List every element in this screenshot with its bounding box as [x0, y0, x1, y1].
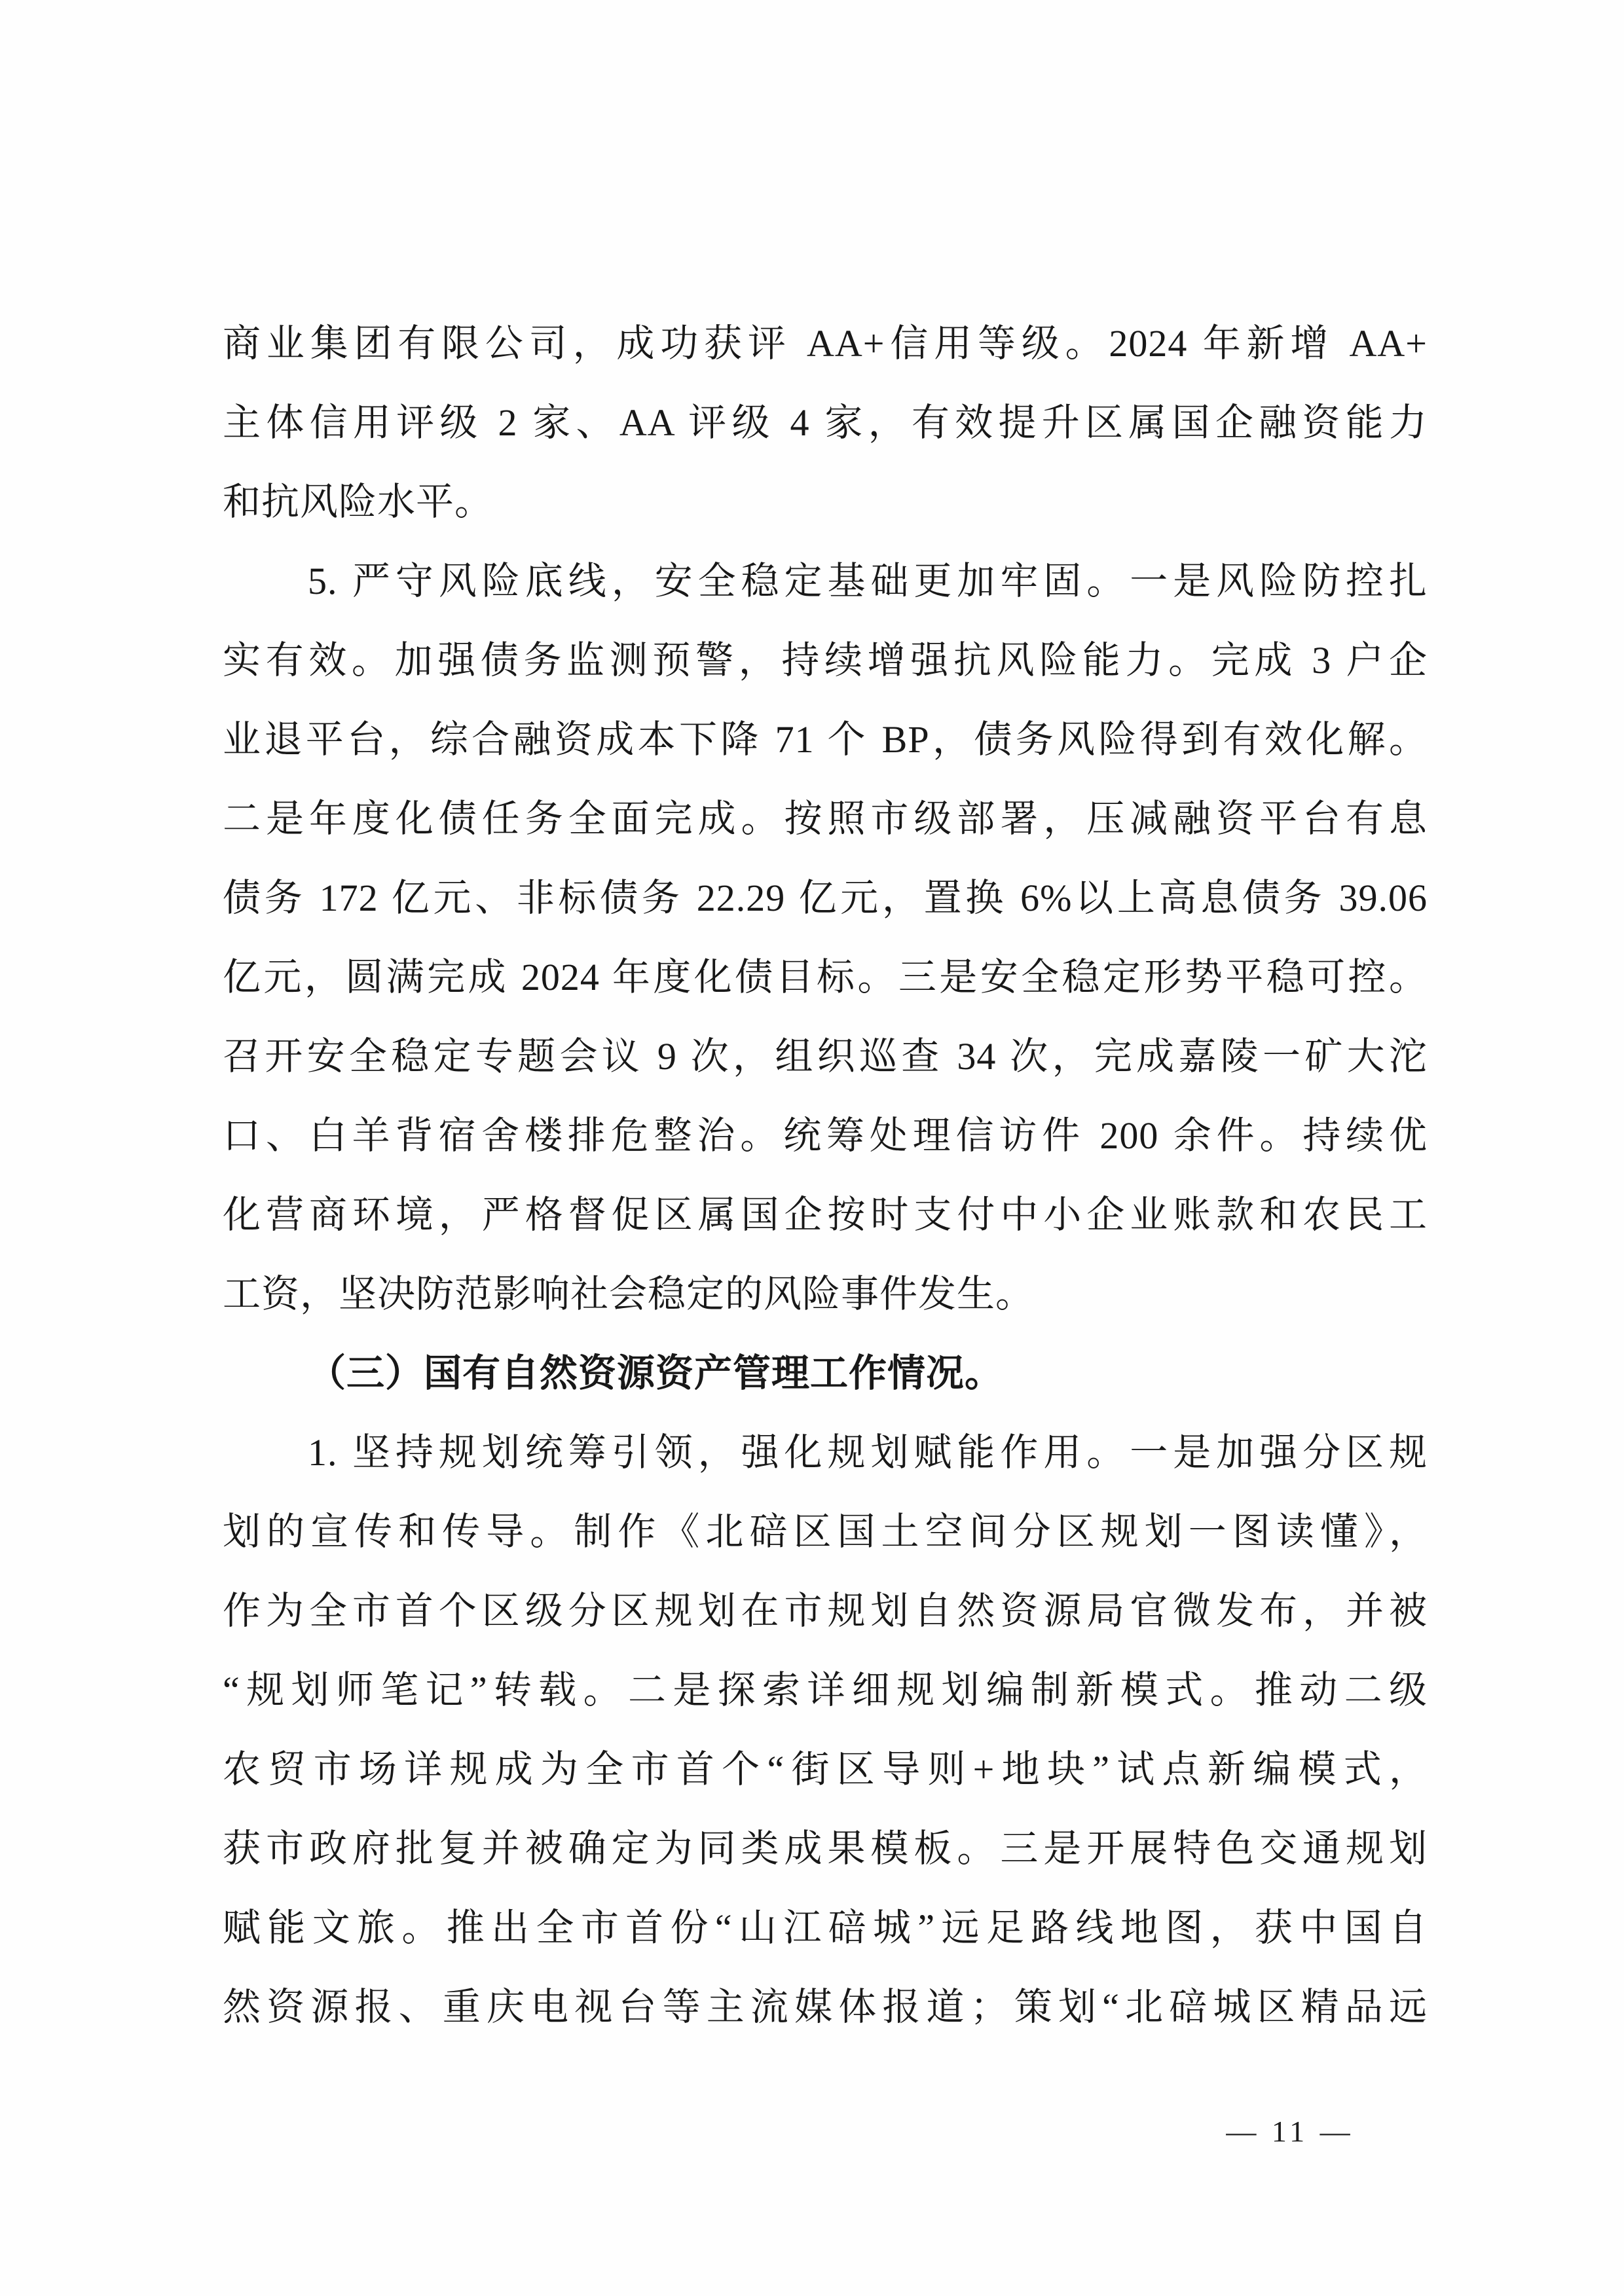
- text-line: 作为全市首个区级分区规划在市规划自然资源局官微发布，并被: [223, 1590, 1428, 1632]
- text-line: “规划师笔记”转载。二是探索详细规划编制新模式。推动二级: [223, 1669, 1428, 1711]
- text-line: 5. 严守风险底线，安全稳定基础更加牢固。一是风险防控扎: [308, 560, 1428, 602]
- section-heading-3: [223, 1334, 1428, 1413]
- text-line: 农贸市场详规成为全市首个“街区导则+地块”试点新编模式，: [223, 1748, 1428, 1791]
- paragraph-item-5: [223, 541, 1428, 1334]
- text-line: 业退平台，综合融资成本下降 71 个 BP，债务风险得到有效化解。: [223, 718, 1428, 761]
- document-body: [223, 304, 1428, 2047]
- text-line: 主体信用评级 2 家、AA 评级 4 家，有效提升区属国企融资能力: [223, 401, 1428, 444]
- text-line: 实有效。加强债务监测预警，持续增强抗风险能力。完成 3 户企: [223, 639, 1428, 682]
- text-line: 划的宣传和传导。制作《北碚区国土空间分区规划一图读懂》，: [223, 1510, 1428, 1553]
- text-line: 召开安全稳定专题会议 9 次，组织巡查 34 次，完成嘉陵一矿大沱: [223, 1035, 1428, 1078]
- text-line: 亿元，圆满完成 2024 年度化债目标。三是安全稳定形势平稳可控。: [223, 956, 1428, 998]
- paragraph-item-1: [223, 1413, 1428, 2047]
- page-number: — 11 —: [1226, 2115, 1354, 2148]
- text-line: 商业集团有限公司，成功获评 AA+信用等级。2024 年新增 AA+: [223, 322, 1428, 365]
- text-line: 化营商环境，严格督促区属国企按时支付中小企业账款和农民工: [223, 1194, 1428, 1236]
- text-line: 然资源报、重庆电视台等主流媒体报道；策划“北碚城区精品远: [223, 1986, 1428, 2028]
- text-line: 口、白羊背宿舍楼排危整治。统筹处理信访件 200 余件。持续优: [223, 1114, 1428, 1157]
- text-line: 二是年度化债任务全面完成。按照市级部署，压减融资平台有息: [223, 797, 1428, 840]
- section-heading-line: （三）国有自然资源资产管理工作情况。: [308, 1352, 1004, 1394]
- paragraph-continuation: [223, 304, 1428, 541]
- text-line: 获市政府批复并被确定为同类成果模板。三是开展特色交通规划: [223, 1827, 1428, 1870]
- text-line: 1. 坚持规划统筹引领，强化规划赋能作用。一是加强分区规: [308, 1431, 1428, 1474]
- text-line: 工资，坚决防范影响社会稳定的风险事件发生。: [223, 1273, 1035, 1315]
- text-line: 债务 172 亿元、非标债务 22.29 亿元，置换 6%以上高息债务 39.06: [223, 877, 1428, 919]
- text-line: 赋能文旅。推出全市首份“山江碚城”远足路线地图，获中国自: [223, 1906, 1428, 1949]
- text-line: 和抗风险水平。: [223, 481, 494, 523]
